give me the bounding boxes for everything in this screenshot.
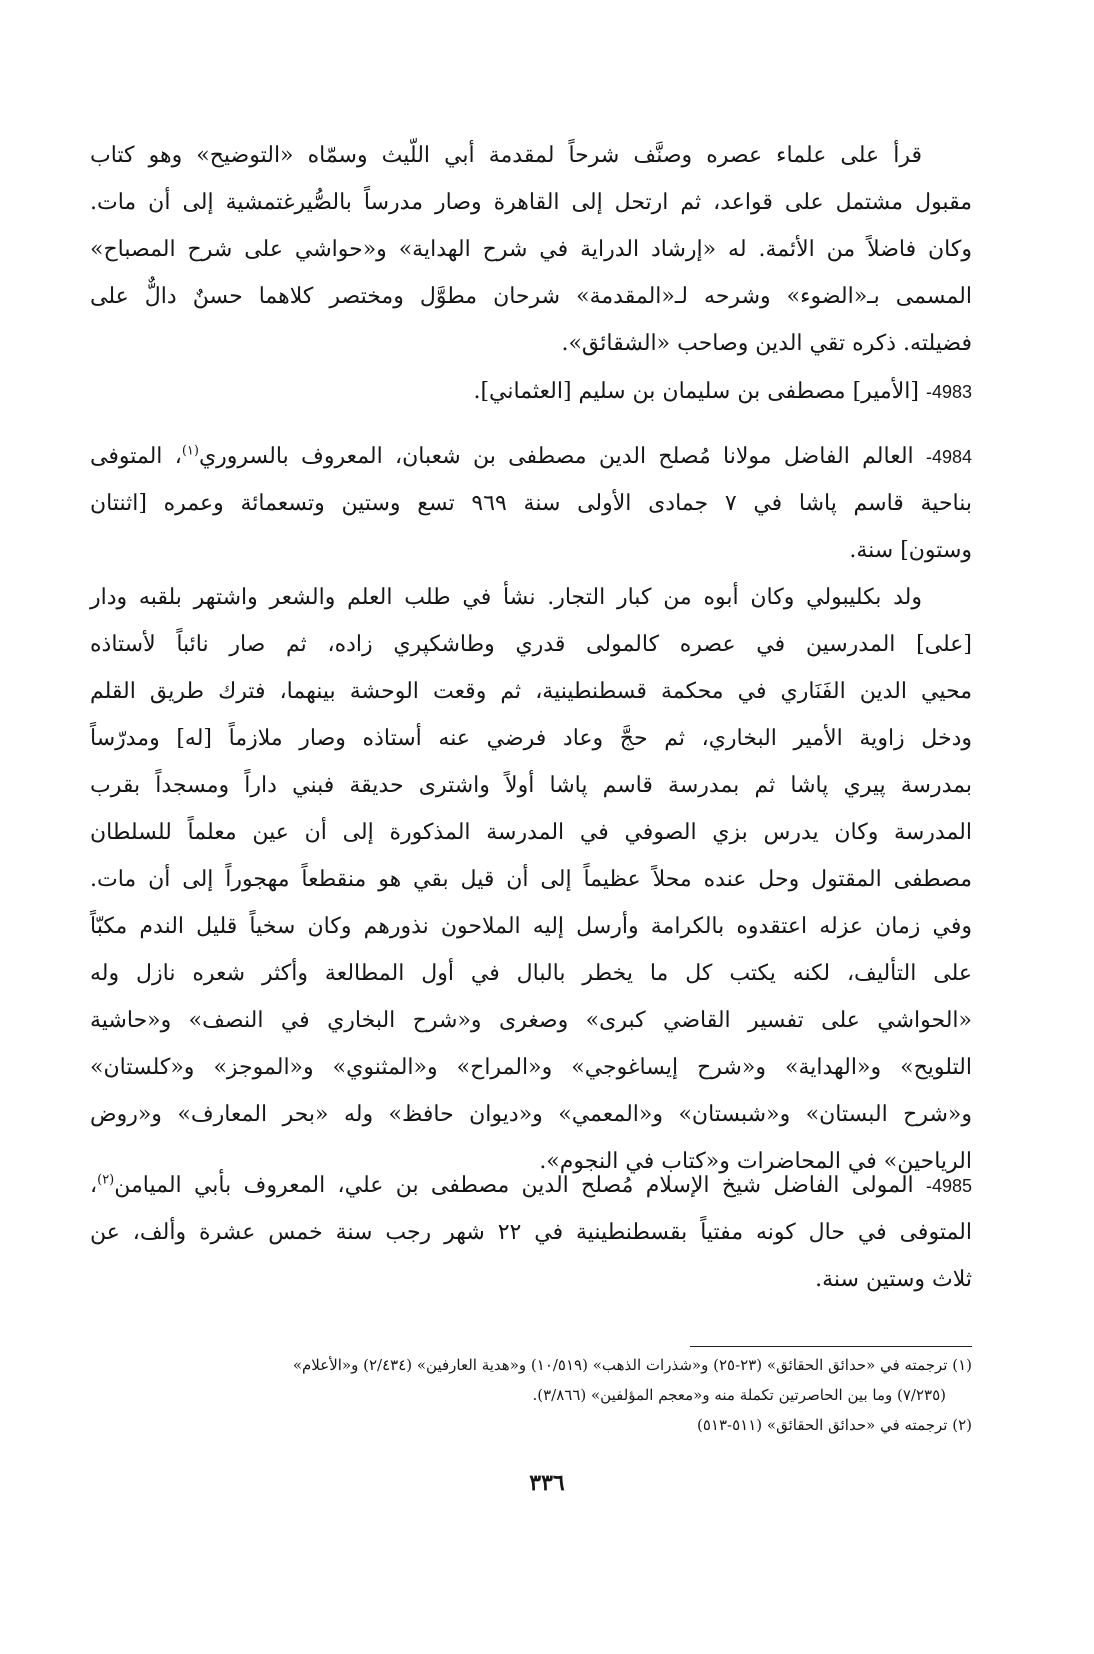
footnote-marker: (٢) xyxy=(97,1172,115,1188)
page-number: ٣٣٦ xyxy=(529,1470,565,1496)
entry-title-end: ، xyxy=(90,1173,98,1198)
text-line: بناحية قاسم پاشا في ٧ جمادى الأولى سنة ٩٦٩ تسع وستين وتسعمائة وعمره [اثنتان xyxy=(90,491,973,516)
text-line: [على] المدرسين في عصره كالمولى قدري وطاشكپري زاده، ثم صار نائباً لأستاذه xyxy=(90,632,972,657)
text-line: بمدرسة پيري پاشا ثم بمدرسة قاسم پاشا أولاً واشترى حديقة فبني داراً ومسجداً بقرب xyxy=(90,773,972,798)
entry-heading-line xyxy=(90,1162,972,1209)
text-line: ثلاث وستين سنة. xyxy=(815,1267,972,1292)
text-line: وستون] سنة. xyxy=(849,538,972,563)
entry-title: المولى الفاضل شيخ الإسلام مُصلح الدين مصطفى بن علي، المعروف بأبي الميامن xyxy=(114,1173,914,1198)
text-line: فضيلته. ذكره تقي الدين وصاحب «الشقائق». xyxy=(561,331,972,356)
entry-4984 xyxy=(90,433,972,1185)
footnote-line: (٧/٢٣٥) وما بين الحاصرتين تكملة منه و«معجم المؤلفين» (٣/٨٦٦). xyxy=(532,1386,946,1404)
text-line: المتوفى في حال كونه مفتياً بقسطنطينية في ٢٢ شهر رجب سنة خمس عشرة وألف، عن xyxy=(90,1220,972,1245)
entry-4983 xyxy=(90,368,972,415)
entry-title: العالم الفاضل مولانا مُصلح الدين مصطفى بن شعبان، المعروف بالسروري xyxy=(198,444,914,469)
text-line: المسمى بـ«الضوء» وشرحه لـ«المقدمة» شرحان مطوَّل ومختصر كلاهما حسنٌ دالٌّ على xyxy=(90,284,972,309)
entry-number: 4984- xyxy=(925,447,972,467)
entry-4985 xyxy=(90,1162,972,1303)
footnote-line: (٢) ترجمته في «حدائق الحقائق» (٥١١-٥١٣) xyxy=(697,1416,972,1434)
intro-paragraph xyxy=(90,132,972,367)
text-line: وكان فاضلاً من الأئمة. له «إرشاد الدراية في شرح الهداية» و«حواشي على شرح المصباح» xyxy=(90,237,972,262)
text-line: محيي الدين الفَنَاري في محكمة قسطنطينية، ثم وقعت الوحشة بينهما، فترك طريق القلم xyxy=(90,679,972,704)
text-line: قرأ على علماء عصره وصنَّف شرحاً لمقدمة أبي اللّيث وسمّاه «التوضيح» وهو كتاب xyxy=(90,143,922,168)
text-line: و«شرح البستان» و«شبستان» و«المعمي» و«ديوان حافظ» وله «بحر المعارف» و«روض xyxy=(90,1102,972,1127)
text-line: مصطفى المقتول وحل عنده محلاً عظيماً إلى أن قيل بقي هو منقطعاً مهجوراً إلى أن مات. xyxy=(90,867,972,892)
footnote-line: (١) ترجمته في «حدائق الحقائق» (٢٣-٢٥) و«شذرات الذهب» (١٠/٥١٩) و«هدية العارفين» (٢/٤٣٤) و«الأعلام» xyxy=(292,1356,972,1374)
footnote-divider xyxy=(690,1346,972,1347)
text-line: ودخل زاوية الأمير البخاري، ثم حجَّ وعاد فرضي عنه أستاذه وصار ملازماً [له] ومدرّساً xyxy=(90,726,972,751)
entry-title-end: ، المتوفى xyxy=(90,444,182,469)
entry-heading-line xyxy=(90,433,972,480)
text-line: مقبول مشتمل على قواعد، ثم ارتحل إلى القاهرة وصار مدرساً بالصُّيرغتمشية إلى أن مات. xyxy=(90,190,972,215)
entry-number: 4983- xyxy=(925,382,972,402)
footnote-marker: (١) xyxy=(181,443,199,459)
text-line: «الحواشي على تفسير القاضي كبرى» وصغرى و«شرح البخاري في النصف» و«حاشية xyxy=(90,1008,972,1033)
text-line: وفي زمان عزله اعتقدوه بالكرامة وأرسل إليه الملاحون نذورهم وكان سخياً قليل الندم مكبّاً xyxy=(90,914,972,939)
text-line: المدرسة وكان يدرس بزي الصوفي في المدرسة المذكورة إلى أن عين معلماً للسلطان xyxy=(90,820,972,845)
footnotes xyxy=(90,1350,972,1440)
text-line: على التأليف، لكنه يكتب كل ما يخطر بالبال في أول المطالعة وأكثر شعره نازل وله xyxy=(90,961,972,986)
text-line: التلويح» و«الهداية» و«شرح إيساغوجي» و«المراح» و«المثنوي» و«الموجز» و«كلستان» xyxy=(90,1055,972,1080)
text-line: الرياحين» في المحاضرات و«كتاب في النجوم». xyxy=(539,1149,972,1174)
entry-title: [الأمير] مصطفى بن سليمان بن سليم [العثماني]. xyxy=(473,379,919,404)
entry-heading-line xyxy=(90,368,972,415)
entry-number: 4985- xyxy=(925,1176,972,1196)
text-line: ولد بكليبولي وكان أبوه من كبار التجار. نشأ في طلب العلم والشعر واشتهر بلقبه ودار xyxy=(90,585,922,610)
